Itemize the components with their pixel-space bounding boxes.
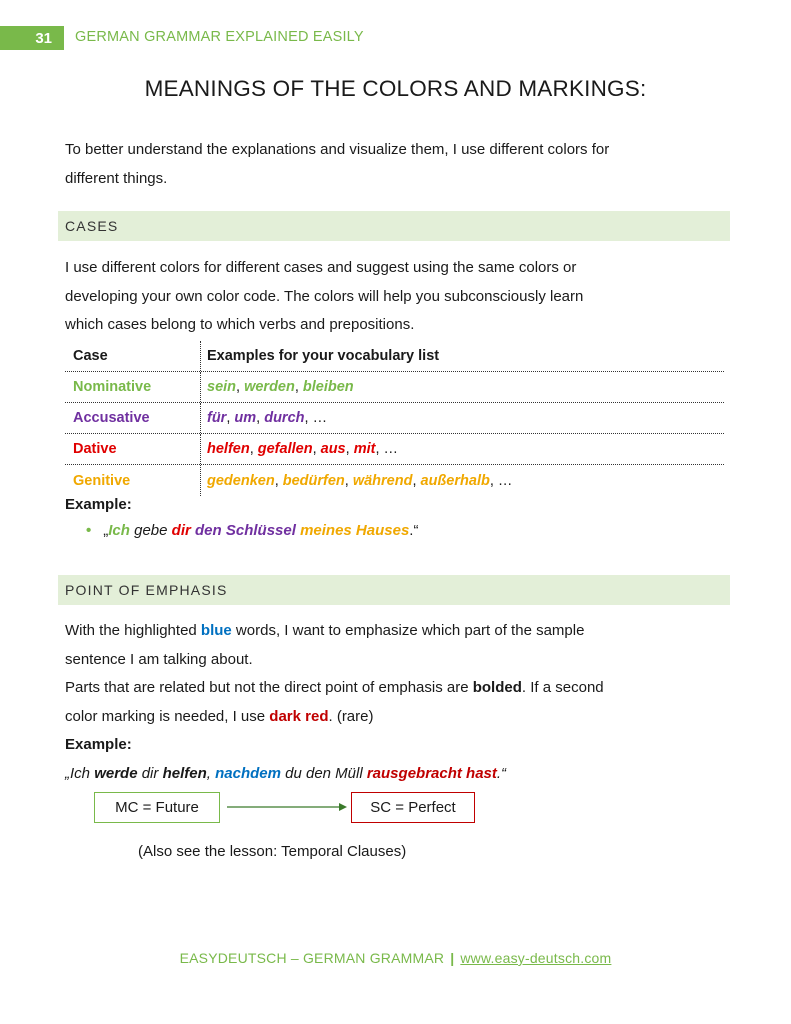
example-word: während xyxy=(352,472,413,489)
case-name: Nominative xyxy=(73,379,152,395)
emphasis-line xyxy=(65,703,715,732)
text-run: . (rare) xyxy=(328,707,374,725)
darkred-phrase: rausgebracht hast xyxy=(366,764,497,782)
intro-paragraph xyxy=(65,136,715,193)
section-heading-cases: CASES xyxy=(58,211,730,241)
separator: , xyxy=(375,441,384,457)
footer-text: EASYDEUTSCH – GERMAN GRAMMAR xyxy=(179,950,445,966)
ellipsis: … xyxy=(497,472,513,489)
genitive-phrase: meines Hauses xyxy=(300,522,410,539)
example-word: gedenken xyxy=(207,472,275,489)
bold-word: werde xyxy=(94,764,138,782)
example-word: bedürfen xyxy=(282,472,345,489)
ellipsis: … xyxy=(383,441,398,457)
example-word: bleiben xyxy=(302,379,354,395)
case-examples xyxy=(200,403,724,433)
emphasis-line xyxy=(65,617,715,646)
cases-text-line: which cases belong to which verbs and prepositions. xyxy=(65,316,415,333)
ellipsis: … xyxy=(312,410,328,426)
separator: , xyxy=(274,472,283,489)
example-word: helfen xyxy=(207,441,250,457)
case-examples xyxy=(200,434,724,464)
bold-keyword: bolded xyxy=(472,679,522,696)
table-row xyxy=(65,465,724,496)
right-arrow-icon xyxy=(227,799,347,819)
separator: , xyxy=(304,410,313,426)
nominative-word: Ich xyxy=(108,522,130,539)
verb-word: gebe xyxy=(129,522,172,539)
example-word: außerhalb xyxy=(420,472,490,489)
example-word: mit xyxy=(353,441,376,457)
example-word: für xyxy=(207,410,227,426)
bullet-dot-icon: • xyxy=(86,522,92,539)
case-table xyxy=(65,341,724,496)
text-run: . If a second xyxy=(521,679,604,696)
separator: , xyxy=(236,379,245,395)
accusative-phrase: den Schlüssel xyxy=(195,522,296,539)
text-run: words, I want to emphasize which part of the sample xyxy=(231,622,585,639)
text-run: „Ich xyxy=(65,764,95,782)
emphasis-paragraph xyxy=(65,617,715,788)
table-header-row xyxy=(65,341,724,372)
intro-line: To better understand the explanations and visualize them, I use different colors for xyxy=(65,141,610,158)
emphasis-line: sentence I am talking about. xyxy=(65,650,253,668)
example-label: Example: xyxy=(65,496,132,513)
separator: , xyxy=(312,441,321,457)
page-number: 31 xyxy=(0,26,64,50)
emphasis-line xyxy=(65,674,715,703)
example-word: sein xyxy=(207,379,237,395)
example-word: gefallen xyxy=(257,441,313,457)
case-examples xyxy=(200,465,724,496)
cases-text-line: I use different colors for different cases and suggest using the same colors or xyxy=(65,259,577,276)
case-name: Genitive xyxy=(73,472,131,489)
text-run: dir xyxy=(137,764,163,782)
case-examples xyxy=(200,372,724,402)
darkred-keyword: dark red xyxy=(269,707,329,725)
text-run: , xyxy=(206,764,216,782)
separator: , xyxy=(256,410,265,426)
sub-clause-box: SC = Perfect xyxy=(351,792,475,823)
separator: , xyxy=(412,472,421,489)
text-run: .“ xyxy=(496,764,507,782)
case-name: Dative xyxy=(73,441,117,457)
section-heading-emphasis: POINT OF EMPHASIS xyxy=(58,575,730,605)
emphasis-example-sentence xyxy=(65,760,715,789)
cases-text-line: developing your own color code. The colors will help you subconsciously learn xyxy=(65,287,584,305)
footer-separator: | xyxy=(450,950,455,966)
quote-open: „ xyxy=(103,522,109,539)
blue-word: nachdem xyxy=(215,764,281,782)
blue-keyword: blue xyxy=(200,622,232,639)
example-word: um xyxy=(234,410,257,426)
quote-close: .“ xyxy=(409,522,419,539)
running-header: GERMAN GRAMMAR EXPLAINED EASILY xyxy=(75,29,364,45)
main-clause-box: MC = Future xyxy=(94,792,220,823)
table-row xyxy=(65,372,724,403)
footer xyxy=(0,950,791,966)
separator: , xyxy=(345,441,354,457)
table-row xyxy=(65,403,724,434)
bold-word: helfen xyxy=(162,764,207,782)
example-word: aus xyxy=(320,441,346,457)
lesson-note: (Also see the lesson: Temporal Clauses) xyxy=(138,843,407,860)
column-header-examples: Examples for your vocabulary list xyxy=(200,341,724,371)
text-run: color marking is needed, I use xyxy=(65,707,270,725)
example-word: durch xyxy=(264,410,305,426)
text-run: du den Müll xyxy=(280,764,367,782)
example-label: Example: xyxy=(65,736,132,753)
intro-line: different things. xyxy=(65,169,168,187)
separator: , xyxy=(294,379,303,395)
separator: , xyxy=(226,410,235,426)
separator: , xyxy=(249,441,258,457)
case-example-sentence xyxy=(86,522,418,539)
table-row xyxy=(65,434,724,465)
footer-link[interactable]: www.easy-deutsch.com xyxy=(460,950,612,966)
separator: , xyxy=(489,472,498,489)
example-word: werden xyxy=(244,379,295,395)
text-run: Parts that are related but not the direct point of emphasis are xyxy=(65,679,473,696)
cases-paragraph xyxy=(65,254,715,340)
dative-word: dir xyxy=(171,522,191,539)
text-run: With the highlighted xyxy=(65,622,201,639)
page-title: MEANINGS OF THE COLORS AND MARKINGS: xyxy=(144,76,647,101)
column-header-case: Case xyxy=(73,348,108,364)
case-name: Accusative xyxy=(73,410,150,426)
separator: , xyxy=(344,472,353,489)
